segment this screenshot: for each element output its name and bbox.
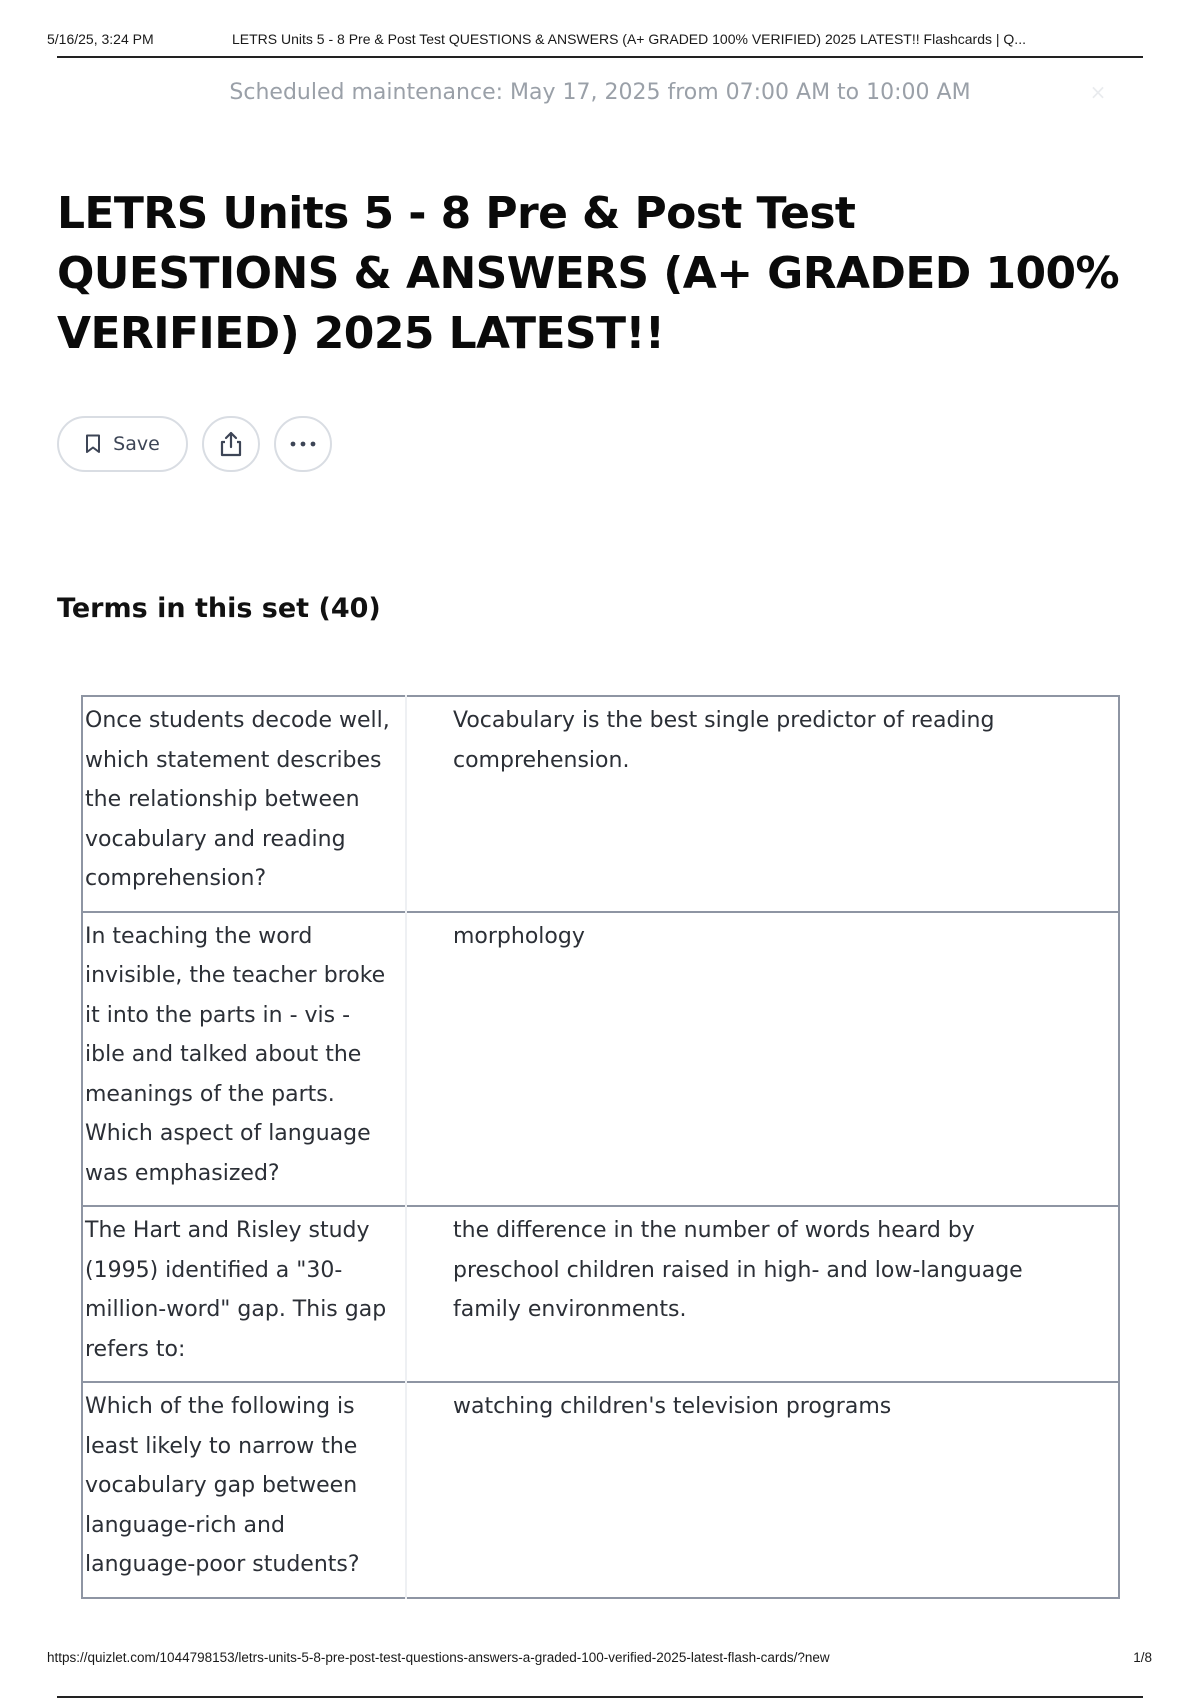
term-text: Once students decode well, which statement describes the relationship between vocabulary and reading comprehension?	[82, 696, 406, 912]
table-row	[82, 912, 1119, 1207]
maintenance-banner: Scheduled maintenance: May 17, 2025 from 07:00 AM to 10:00 AM	[229, 80, 971, 105]
definition-text: the difference in the number of words heard by preschool children raised in high- and low-language family environments.	[453, 1218, 1023, 1322]
save-button-label: Save	[113, 433, 160, 455]
table-row	[82, 1382, 1119, 1598]
share-icon	[218, 430, 244, 458]
header-divider	[57, 56, 1143, 58]
print-document-title: LETRS Units 5 - 8 Pre & Post Test QUESTIONS & ANSWERS (A+ GRADED 100% VERIFIED) 2025 LATEST!! Flashcards | Q...	[232, 31, 1026, 47]
definition-text: morphology	[453, 923, 585, 949]
page-number: 1/8	[1133, 1650, 1152, 1665]
print-footer	[47, 1650, 1152, 1670]
term-text: In teaching the word invisible, the teacher broke it into the parts in - vis - ible and talked about the meanings of the parts. Which aspect of language was emphasized?	[82, 912, 406, 1207]
footer-divider	[57, 1696, 1143, 1698]
save-button[interactable]	[57, 416, 188, 472]
more-options-icon	[289, 440, 317, 448]
term-text: Which of the following is least likely to narrow the vocabulary gap between language-rich and language-poor students?	[82, 1382, 406, 1598]
table-row	[82, 1206, 1119, 1382]
terms-heading: Terms in this set (40)	[57, 593, 381, 624]
definition-text: watching children's television programs	[453, 1394, 892, 1419]
terms-table	[81, 695, 1120, 1599]
page-title: LETRS Units 5 - 8 Pre & Post Test QUESTIONS & ANSWERS (A+ GRADED 100% VERIFIED) 2025 LATEST!!	[57, 188, 1119, 359]
share-button[interactable]	[202, 416, 260, 472]
banner-close-icon[interactable]: ×	[1089, 80, 1107, 104]
term-text: The Hart and Risley study (1995) identified a "30-million-word" gap. This gap refers to:	[82, 1206, 406, 1382]
print-datetime: 5/16/25, 3:24 PM	[47, 31, 154, 47]
print-url: https://quizlet.com/1044798153/letrs-units-5-8-pre-post-test-questions-answers-a-graded-100-verified-2025-latest-flash-cards/?new	[47, 1650, 830, 1665]
table-row	[82, 696, 1119, 912]
set-actions	[57, 416, 332, 472]
definition-text: Vocabulary is the best single predictor of reading comprehension.	[453, 708, 995, 773]
more-options-button[interactable]	[274, 416, 332, 472]
print-header	[47, 28, 1143, 50]
bookmark-icon	[85, 434, 101, 454]
